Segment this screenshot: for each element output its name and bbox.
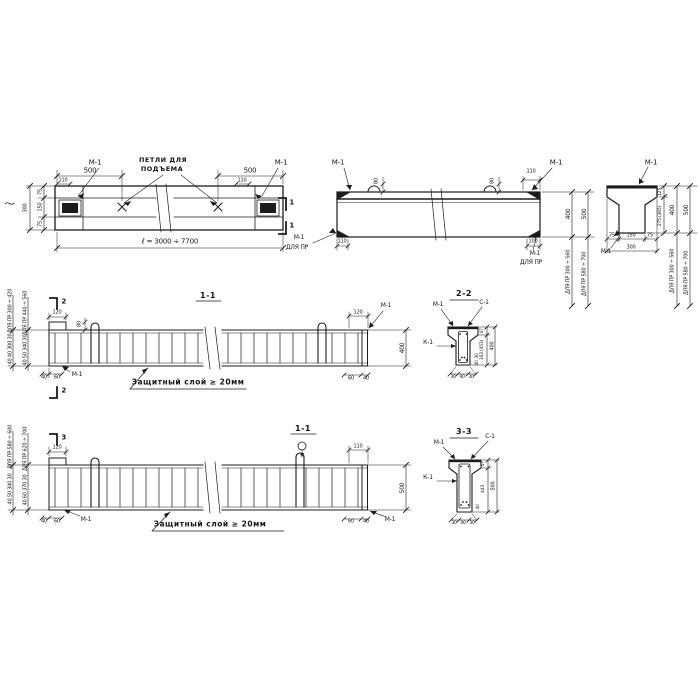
cage_section_1_1_h400-dim-120-right: 120	[353, 309, 363, 316]
cross_section-dim-500-overall: 500	[683, 204, 690, 216]
section_3_3-mark-k1: К-1	[423, 474, 433, 481]
cage_section_1_1_h400-cut-mark-2-bottom: 2	[61, 386, 67, 395]
section_2_2-dim-90-mid: 90	[459, 374, 465, 380]
section_2_2-mark-s1: С-1	[479, 299, 489, 306]
cage_section_1_1_h400-dims-stack-1: 40 40 300 30	[7, 333, 14, 365]
elevation-dim-110-top-right: 110	[526, 168, 536, 175]
cage_section_1_1_h500-dims-stack-2: 40 60 370 30	[22, 474, 29, 506]
cage_section_1_1_h500-section-title: 1-1	[295, 424, 311, 433]
section_2_2-dim-40-small: 40	[474, 360, 480, 366]
plan-dim-110-left: 110	[58, 177, 68, 184]
cross_section-mark-m1-top: М-1	[644, 158, 658, 167]
cage_section_1_1_h400-dims-stack-2: 40 50 340 30	[22, 334, 29, 366]
section_2_2-dim-47-flange: 47	[479, 328, 485, 334]
elevation-dim-80-left-loop: 80	[373, 178, 380, 184]
plan-dim-300-overall: 300	[22, 203, 29, 213]
cross_section-range-500: ДЛЯ ПР 580 ÷ 700	[683, 250, 690, 296]
cage_section_1_1_h400-dim-80-loop: 80	[76, 321, 83, 327]
section_3_3-dim-40-small: 40	[475, 504, 481, 510]
cross_section-dim-300-width: 300	[626, 244, 636, 251]
plan-cut-mark-1-bottom: 1	[289, 221, 295, 230]
cage_section_1_1_h500-dim-40-bottom-right: 40	[363, 518, 369, 525]
elevation-range-500: ДЛЯ ПР 580 ÷ 700	[581, 251, 588, 297]
cage_section_1_1_h500-range-1: ДЛЯ ПР 580 ÷ 600	[7, 424, 14, 470]
cross_section-dim-75-left: 75	[609, 232, 615, 239]
cage_section_1_1_h500-cut-mark-3-top: 3	[61, 433, 67, 442]
cage_section_1_1_h500-dim-60-bottom-left: 60	[54, 518, 60, 525]
plan-dim-110-right: 110	[237, 177, 247, 184]
cage_section_1_1_h400-dim-60-bottom-left: 60	[54, 374, 60, 381]
plan-note-lifting-loops-line1: ПЕТЛИ ДЛЯ	[138, 155, 188, 164]
elevation-dim-100-bottom-right: 100	[528, 238, 538, 245]
cage_section_1_1_h400-section-title: 1-1	[200, 291, 216, 300]
cage_section_1_1_h500-mark-m1-bottom-right: М-1	[384, 516, 396, 523]
plan-dim-75-top: 75	[37, 189, 44, 195]
cage_section_1_1_h500-dim-500-height: 500	[399, 482, 406, 494]
section_3_3-mark-m1: М-1	[433, 439, 445, 446]
cage_section_1_1_h400-range-1: ДЛЯ ПР 300 ÷ 420	[7, 288, 14, 334]
elevation-dim-height-500: 500	[581, 208, 588, 220]
plan-cut-mark-1-top: 1	[289, 198, 295, 207]
cage_section_1_1_h500-range-2: ДЛЯ ПР 620 ÷ 700	[22, 426, 29, 472]
cross_section-dim-400-overall: 400	[669, 204, 676, 216]
section_2_2-mark-m1: М-1	[432, 301, 444, 308]
cross_section-dim-275-web: 275 (365)	[657, 205, 663, 227]
section_3_3-dim-30-right: 30	[469, 520, 475, 526]
cage_section_1_1_h400-mark-m1-bottom-left: М-1	[71, 371, 83, 378]
elevation-mark-m1-bottom-left: М-1	[293, 234, 305, 241]
section_2_2-dim-30-left: 30	[450, 374, 456, 380]
cross_section-dim-75-right: 75	[647, 232, 653, 239]
elevation-mark-m1-top-right: М-1	[549, 158, 563, 167]
cage_section_1_1_h400-dim-60-bottom-right: 60	[348, 375, 354, 382]
cage_section_1_1_h500-dim-40-bottom-left: 40	[41, 518, 47, 525]
section_3_3-mark-s1: С-1	[485, 433, 495, 440]
cross_section-dim-150-web: 150	[626, 232, 636, 239]
cage_section_1_1_h500-dim-60-bottom-right: 60	[348, 518, 354, 525]
section_2_2-mark-k1: К-1	[423, 339, 433, 346]
section_2_2-section-title: 2-2	[456, 289, 472, 298]
elevation-dim-80-right-loop: 80	[489, 178, 496, 184]
cage_section_1_1_h500-dim-110-right: 110	[353, 443, 363, 450]
elevation-note-dlya-pr-bottom-left: ДЛЯ ПР	[285, 244, 309, 251]
section_3_3-dim-443-web: 443	[480, 485, 486, 493]
cage_section_1_1_h500-mark-m1-bottom-left: М-1	[80, 516, 92, 523]
elevation-range-400: ДЛЯ ПР 300 ÷ 560	[565, 249, 572, 295]
cage_section_1_1_h400-dim-120-left: 120	[52, 309, 62, 316]
cage_section_1_1_h400-cut-mark-2-top: 2	[61, 297, 67, 306]
cage_section_1_1_h400-note-protective-layer: Защитный слой ≥ 20мм	[131, 377, 245, 387]
cross_section-dim-125-flange: 125	[657, 188, 663, 196]
cage_section_1_1_h400-dim-40-bottom-left: 40	[41, 374, 47, 381]
plan-dim-500-left: 500	[83, 166, 97, 175]
cage_section_1_1_h500-dims-stack-1: 40 50 340 30	[7, 473, 14, 505]
section_2_2-dim-30-small: 30	[474, 353, 480, 359]
section_3_3-dim-30-left: 30	[451, 520, 457, 526]
section_2_2-dim-30-right: 30	[468, 374, 474, 380]
plan-dim-length-overall: ℓ = 3000 ÷ 7700	[141, 237, 199, 246]
cage_section_1_1_h500-note-protective-layer: Защитный слой ≥ 20мм	[153, 519, 267, 529]
section_3_3-section-title: 3-3	[456, 427, 472, 436]
cross_section-range-400: ДЛЯ ПР 300 ÷ 560	[669, 248, 676, 294]
elevation-note-dlya-pr-bottom-right: ДЛЯ ПР	[519, 259, 543, 266]
section_3_3-dim-90-mid: 90	[460, 520, 466, 526]
cage_section_1_1_h400-dim-40-bottom-right: 40	[363, 375, 369, 382]
plan-mark-m1-right: М-1	[274, 158, 288, 167]
section_2_2-dim-353-web: 353 (453)	[479, 339, 485, 361]
cage_section_1_1_h400-range-2: ДЛЯ ПР 440 ÷ 560	[22, 290, 29, 336]
section_3_3-dim-500-overall: 500	[490, 481, 497, 491]
cage_section_1_1_h500-dim-120-left: 120	[52, 444, 62, 451]
elevation-mark-m1-top-left: М-1	[331, 158, 345, 167]
elevation-dim-110-bottom-left: 110	[337, 238, 347, 245]
cage_section_1_1_h400-dim-400-height: 400	[399, 342, 406, 354]
elevation-mark-m1-bottom-right: М-1	[529, 250, 541, 257]
plan-dim-150-mid: 150	[37, 202, 44, 212]
cage_section_1_1_h400-mark-m1-right: М-1	[380, 302, 392, 309]
plan-dim-500-right2: 500	[243, 166, 257, 175]
cross_section-mark-m1-bottom: М-1	[600, 248, 612, 255]
plan-dim-75-bottom: 75	[37, 221, 44, 227]
plan-note-lifting-loops-line2: ПОДЪЕМА	[140, 164, 184, 173]
plan-mark-m1-left: М-1	[88, 158, 102, 167]
section_2_2-dim-400-overall: 400	[489, 341, 496, 351]
elevation-dim-height-400: 400	[565, 208, 572, 220]
section_3_3-dim-47-flange: 47	[480, 461, 486, 467]
